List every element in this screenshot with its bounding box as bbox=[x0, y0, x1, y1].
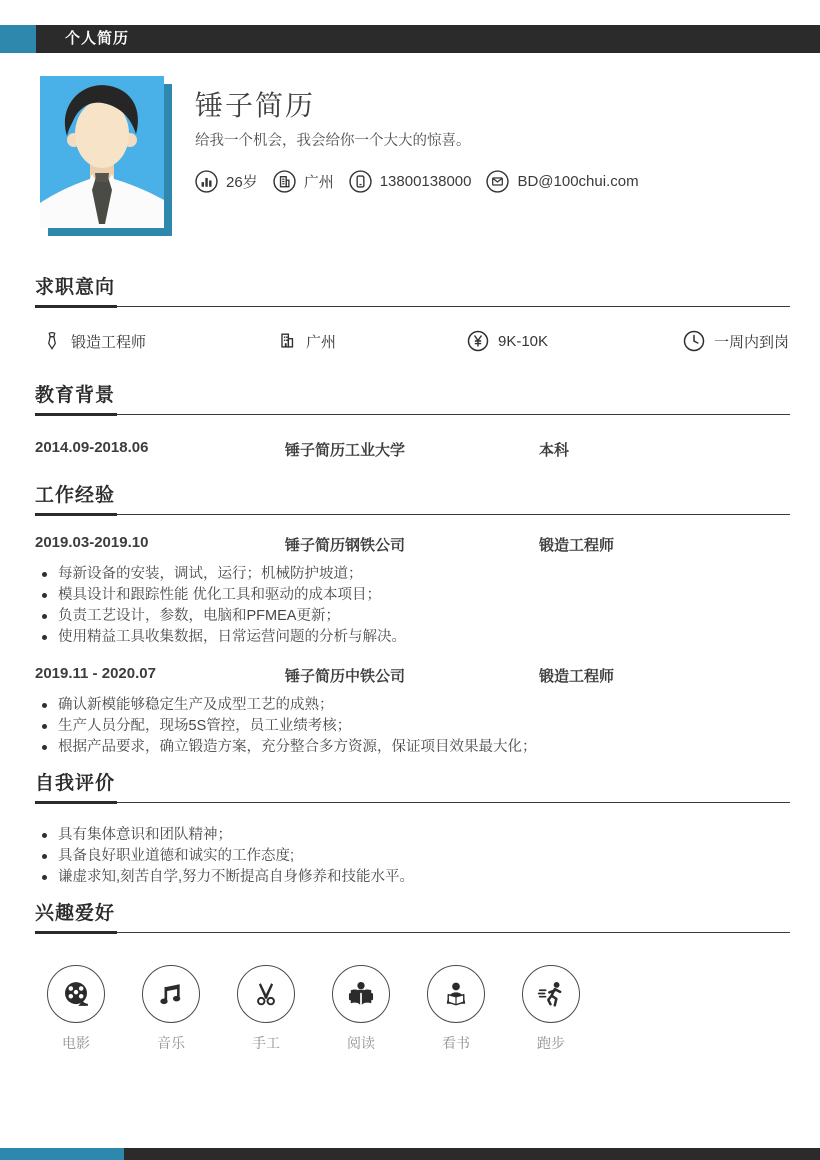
candidate-tagline: 给我一个机会，我会给你一个大大的惊喜。 bbox=[195, 133, 471, 149]
interest-music bbox=[142, 965, 200, 1053]
age-item bbox=[195, 170, 258, 193]
evaluation-bullet: 谦虚求知,刻苦自学,努力不断提高自身修养和技能水平。 bbox=[42, 867, 790, 888]
education-period: 2014.09-2018.06 bbox=[35, 439, 149, 456]
interest-craft bbox=[237, 965, 295, 1053]
book-icon bbox=[442, 980, 470, 1008]
job-role: 锻造工程师 bbox=[539, 668, 615, 685]
interest-label: 手工 bbox=[252, 1035, 280, 1051]
reading-icon bbox=[347, 980, 375, 1008]
movie-icon bbox=[62, 980, 90, 1008]
job-intent-row bbox=[35, 330, 790, 352]
section-title-experience: 工作经验 bbox=[35, 480, 790, 515]
job-bullet-list bbox=[35, 695, 790, 758]
job-bullet: 负责工艺设计，参数，电脑和PFMEA更新； bbox=[42, 606, 790, 627]
location-icon bbox=[273, 170, 296, 193]
job-role: 锻造工程师 bbox=[539, 537, 615, 554]
age-text: 26岁 bbox=[226, 174, 258, 191]
topbar-accent-block bbox=[0, 25, 36, 53]
section-title-interests: 兴趣爱好 bbox=[35, 898, 790, 933]
top-title-bar bbox=[0, 25, 820, 53]
job-bullet: 每新设备的安装，调试，运行；机械防护坡道； bbox=[42, 564, 790, 585]
email-item bbox=[486, 170, 638, 193]
job-bullet-list bbox=[35, 564, 790, 648]
job-bullet: 模具设计和跟踪性能 优化工具和驱动的成本项目； bbox=[42, 585, 790, 606]
job-company: 锤子简历钢铁公司 bbox=[285, 537, 406, 554]
section-job-intent bbox=[35, 272, 790, 352]
interest-label: 阅读 bbox=[347, 1035, 375, 1051]
intent-availability bbox=[683, 330, 790, 352]
tie-icon bbox=[42, 330, 62, 352]
interest-label: 音乐 bbox=[157, 1035, 185, 1051]
interest-label: 看书 bbox=[442, 1035, 470, 1051]
education-school: 锤子简历工业大学 bbox=[285, 442, 406, 459]
job-bullet: 使用精益工具收集数据，日常运营问题的分析与解决。 bbox=[42, 627, 790, 648]
avatar-illustration bbox=[40, 76, 164, 228]
music-icon bbox=[157, 980, 185, 1008]
scissors-icon bbox=[252, 980, 280, 1008]
candidate-name: 锤子简历 bbox=[195, 90, 316, 121]
section-title-self-evaluation: 自我评价 bbox=[35, 768, 790, 803]
section-education bbox=[35, 380, 790, 460]
job-company: 锤子简历中铁公司 bbox=[285, 668, 406, 685]
education-degree: 本科 bbox=[539, 442, 570, 459]
interest-label: 跑步 bbox=[537, 1035, 565, 1051]
intent-city-text: 广州 bbox=[306, 333, 337, 351]
evaluation-bullet-list bbox=[35, 825, 790, 888]
profile-photo bbox=[40, 76, 164, 228]
footer-accent-block bbox=[0, 1148, 124, 1160]
page-title: 个人简历 bbox=[36, 25, 820, 53]
intent-salary-text: 9K-10K bbox=[498, 332, 549, 350]
phone-text: 13800138000 bbox=[379, 173, 472, 190]
age-icon bbox=[195, 170, 218, 193]
interest-books bbox=[427, 965, 485, 1053]
job-bullet: 生产人员分配，现场5S管控，员工业绩考核； bbox=[42, 716, 790, 737]
footer-dark-bar bbox=[124, 1148, 820, 1160]
phone-icon bbox=[349, 170, 372, 193]
job-period: 2019.03-2019.10 bbox=[35, 534, 149, 551]
job-header-row bbox=[35, 665, 790, 686]
salary-icon bbox=[467, 330, 489, 352]
interests-row bbox=[35, 965, 790, 1053]
clock-icon bbox=[683, 330, 705, 352]
job-period: 2019.11 - 2020.07 bbox=[35, 665, 156, 682]
intent-position bbox=[42, 330, 277, 352]
section-interests bbox=[35, 898, 790, 1053]
bottom-footer-bar bbox=[0, 1148, 820, 1160]
job-bullet: 根据产品要求，确立锻造方案，充分整合多方资源，保证项目效果最大化； bbox=[42, 737, 790, 758]
section-title-job-intent: 求职意向 bbox=[35, 272, 790, 307]
section-self-evaluation bbox=[35, 768, 790, 888]
job-header-row bbox=[35, 534, 790, 555]
evaluation-bullet: 具有集体意识和团队精神； bbox=[42, 825, 790, 846]
email-text: BD@100chui.com bbox=[517, 173, 639, 190]
intent-availability-text: 一周内到岗 bbox=[714, 333, 790, 351]
intent-city bbox=[277, 330, 467, 352]
email-icon bbox=[486, 170, 509, 193]
contact-info-row bbox=[195, 170, 639, 193]
intent-position-text: 锻造工程师 bbox=[71, 333, 147, 351]
phone-item bbox=[349, 170, 472, 193]
location-item bbox=[273, 170, 334, 193]
education-row bbox=[35, 439, 790, 460]
section-title-education: 教育背景 bbox=[35, 380, 790, 415]
interest-reading bbox=[332, 965, 390, 1053]
interest-movie bbox=[47, 965, 105, 1053]
location-text: 广州 bbox=[303, 174, 334, 191]
section-experience bbox=[35, 480, 790, 758]
interest-running bbox=[522, 965, 580, 1053]
interest-label: 电影 bbox=[62, 1035, 90, 1051]
evaluation-bullet: 具备良好职业道德和诚实的工作态度; bbox=[42, 846, 790, 867]
intent-salary bbox=[467, 330, 683, 352]
running-icon bbox=[537, 980, 565, 1008]
job-bullet: 确认新模能够稳定生产及成型工艺的成熟； bbox=[42, 695, 790, 716]
building-icon bbox=[277, 330, 297, 352]
